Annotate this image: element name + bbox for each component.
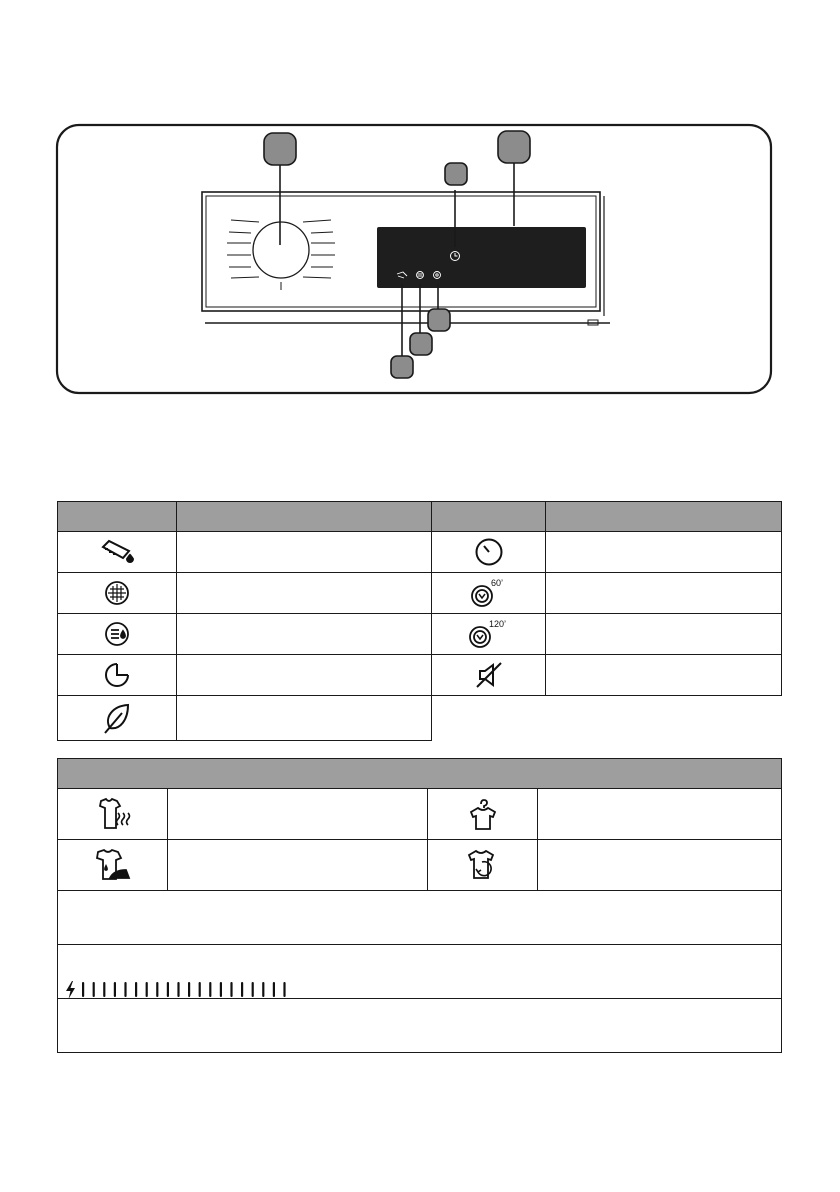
header-cell (58, 502, 177, 532)
header-cell (58, 759, 782, 789)
status-description (168, 840, 428, 891)
table-row (58, 655, 782, 696)
callout-marker-knob (264, 133, 296, 165)
energy-segment (241, 982, 243, 997)
status-description (538, 789, 782, 840)
symbol-description (177, 532, 432, 573)
table-row (58, 696, 782, 741)
ready-to-iron-icon (58, 840, 168, 891)
energy-segment (252, 982, 254, 997)
knob-position-mark (303, 277, 331, 278)
energy-segment (283, 982, 285, 997)
timer-icon (432, 532, 546, 573)
callout-marker-button-2 (410, 333, 432, 355)
table-row (58, 573, 782, 614)
header-cell (432, 502, 546, 532)
energy-segment (262, 982, 264, 997)
status-description (168, 789, 428, 840)
header-cell (546, 502, 782, 532)
energy-segment (135, 982, 137, 997)
delay-label-60: 60’ (490, 578, 503, 588)
table-row (58, 614, 782, 655)
table-row (58, 840, 782, 891)
symbol-description (546, 655, 782, 696)
knob-position-mark (231, 277, 259, 278)
dryness-level-icon (58, 614, 177, 655)
energy-segment (209, 982, 211, 997)
knob-position-mark (311, 232, 333, 233)
energy-segment (114, 982, 116, 997)
display-symbols-table (57, 501, 782, 741)
lightning-icon (66, 981, 75, 999)
energy-segment (156, 982, 158, 997)
anti-crease-icon (428, 840, 538, 891)
ready-to-hang-icon (428, 789, 538, 840)
energy-segment (199, 982, 201, 997)
energy-segment (146, 982, 148, 997)
delay-120-icon (432, 614, 546, 655)
energy-segment (124, 982, 126, 997)
drying-icon (58, 789, 168, 840)
energy-segment (103, 982, 105, 997)
filter-icon (58, 573, 177, 614)
table-header-row (58, 502, 782, 532)
callout-marker-display (498, 131, 530, 163)
table-row (58, 891, 782, 945)
callout-marker-time (445, 163, 467, 185)
symbol-description (177, 614, 432, 655)
energy-segment (220, 982, 222, 997)
knob-position-marks (227, 220, 335, 290)
eco-leaf-icon (58, 696, 177, 741)
status-note (58, 999, 782, 1053)
symbol-description (177, 655, 432, 696)
energy-indicator-bar (65, 980, 305, 1000)
symbol-description (177, 573, 432, 614)
program-knob[interactable] (253, 222, 309, 278)
symbol-description (177, 696, 432, 741)
control-panel-diagram (0, 0, 840, 440)
symbol-description (546, 573, 782, 614)
status-note (58, 891, 782, 945)
delay-label-120: 120’ (488, 619, 506, 629)
knob-position-mark (303, 220, 331, 222)
sound-off-icon (432, 655, 546, 696)
energy-segments (82, 982, 286, 997)
display-screen (377, 227, 586, 288)
time-remaining-icon (58, 655, 177, 696)
table-row (58, 999, 782, 1053)
status-description (538, 840, 782, 891)
table-header-row (58, 759, 782, 789)
header-cell (177, 502, 432, 532)
symbol-description (546, 532, 782, 573)
delay-60-icon (432, 573, 546, 614)
energy-segment (188, 982, 190, 997)
cycle-status-table (57, 758, 782, 1053)
table-row (58, 532, 782, 573)
callout-marker-button-3 (428, 309, 450, 331)
energy-segment (273, 982, 275, 997)
table-row (58, 789, 782, 840)
energy-segment (93, 982, 95, 997)
energy-segment (82, 982, 84, 997)
energy-segment (177, 982, 179, 997)
water-tank-icon (58, 532, 177, 573)
knob-position-mark (229, 232, 251, 233)
knob-position-mark (231, 220, 259, 222)
energy-segment (167, 982, 169, 997)
energy-segment (230, 982, 232, 997)
symbol-description (546, 614, 782, 655)
callout-marker-button-1 (391, 356, 413, 378)
